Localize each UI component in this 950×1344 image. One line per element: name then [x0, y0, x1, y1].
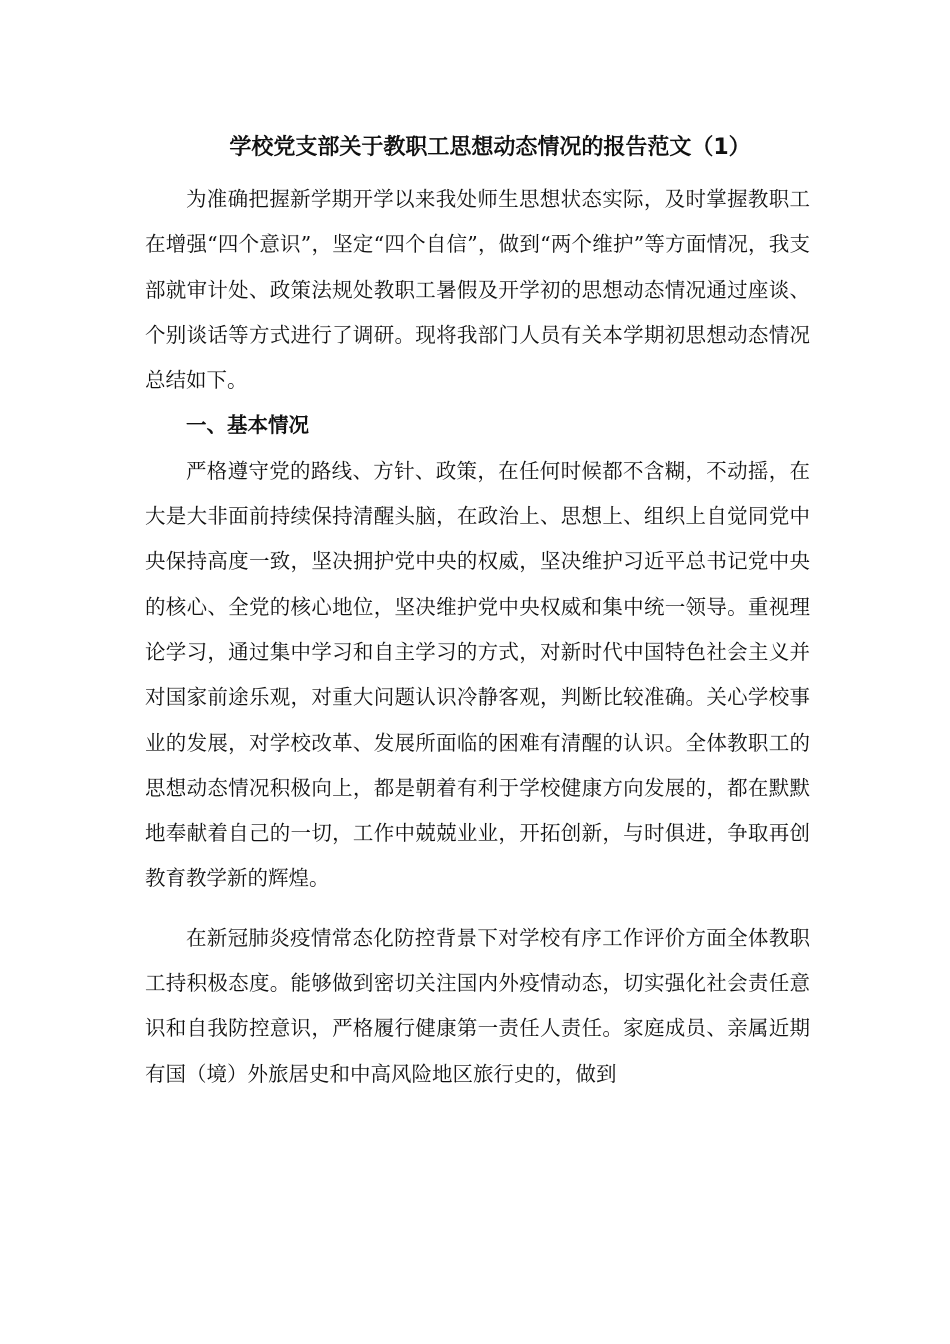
- document-body: [145, 177, 810, 1097]
- intro-paragraph: 为准确把握新学期开学以来我处师生思想状态实际，及时掌握教职工在增强“四个意识”，坚定“四个自信”，做到“两个维护”等方面情况，我支部就审计处、政策法规处教职工暑假及开学初的思想动态情况通过座谈、个别谈话等方式进行了调研。现将我部门人员有关本学期初思想动态情况总结如下。: [145, 187, 810, 393]
- basic-situation-paragraph: 严格遵守党的路线、方针、政策，在任何时候都不含糊，不动摇，在大是大非面前持续保持清醒头脑，在政治上、思想上、组织上自觉同党中央保持高度一致，坚决拥护党中央的权威，坚决维护习近平总书记党中央的核心、全党的核心地位，坚决维护党中央权威和集中统一领导。重视理论学习，通过集中学习和自主学习的方式，对新时代中国特色社会主义并对国家前途乐观，对重大问题认识冷静客观，判断比较准确。关心学校事业的发展，对学校改革、发展所面临的困难有清醒的认识。全体教职工的思想动态情况积极向上，都是朝着有利于学校健康方向发展的，都在默默地奉献着自己的一切，工作中兢兢业业，开拓创新，与时俱进，争取再创教育教学新的辉煌。: [145, 458, 810, 891]
- document-title: 学校党支部关于教职工思想动态情况的报告范文（1）: [229, 135, 751, 160]
- section-heading-basic-situation: 一、基本情况: [186, 413, 309, 438]
- epidemic-prevention-paragraph: 在新冠肺炎疫情常态化防控背景下对学校有序工作评价方面全体教职工持积极态度。能够做到密切关注国内外疫情动态，切实强化社会责任意识和自我防控意识，严格履行健康第一责任人责任。家庭成员、亲属近期有国（境）外旅居史和中高风险地区旅行史的，做到: [145, 925, 810, 1086]
